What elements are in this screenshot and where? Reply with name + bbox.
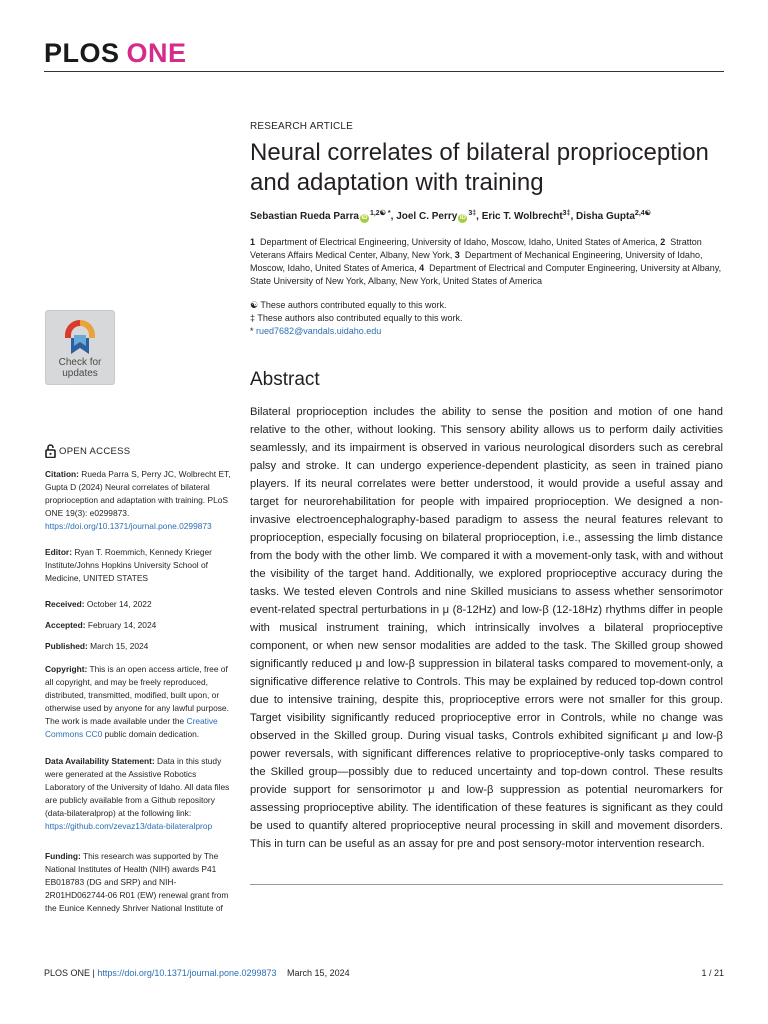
author-list: Sebastian Rueda Parra $iD^{1,2☯ *}$, Joel C. Perry $iD^{3\ddagger}$, Eric T. Wolbrecht$^{3\ddagger}$, Disha Gupta$^{2,4☯}$: [250, 210, 651, 222]
affil-number: 3: [454, 250, 460, 260]
author-affil-sup: 2,4☯: [634, 210, 651, 217]
received-date: October 14, 2022: [86, 599, 152, 609]
copyright-tail: public domain dedication.: [104, 729, 200, 739]
affil-text: Stratton Veterans Affairs Medical Center, Albany, New York,: [250, 237, 702, 260]
author-name[interactable]: Eric T. Wolbrecht: [481, 211, 563, 222]
corresponding-email-line: [250, 325, 725, 338]
received-block: [45, 598, 237, 611]
article-title: Neural correlates of bilateral proprioception and adaptation with training: [250, 139, 709, 196]
author-affil-sup: 3‡: [468, 210, 477, 217]
editor-text: Ryan T. Roemmich, Kennedy Krieger Institute/Johns Hopkins University School of Medicine, UNITED STATES: [45, 547, 212, 583]
corresponding-star: *: [250, 326, 254, 336]
author-affil-sup: 1,2☯ *: [369, 210, 391, 217]
affil-number: 4: [419, 263, 425, 273]
abstract-divider: [250, 884, 723, 885]
check-for-updates-badge[interactable]: [45, 310, 115, 385]
orcid-icon[interactable]: iD: [459, 215, 466, 221]
also-contribution-note: ‡ These authors also contributed equally to this work.: [250, 313, 463, 323]
author-name[interactable]: Sebastian Rueda Parra: [250, 211, 359, 222]
journal-logo: [44, 37, 187, 69]
check-for-updates-label: Check for updates: [58, 357, 102, 379]
page-footer: [44, 967, 724, 979]
editor-label: Editor:: [45, 547, 72, 557]
data-availability-block: [45, 755, 237, 833]
abstract-text: Bilateral proprioception includes the ability to sense the position and motion of one hand relative to the other, without looking. This sensory ability allows us to perform daily activities seamlessly, and its impairment is observed in various neurological disorders such as cerebral palsy and stroke. It can undergo experience-dependent plasticity, as seen in trained piano players. If its neural correlates were better understood, it would provide a useful assay and target for neurorehabilitation for people with impaired proprioception. We designed a non-invasive electroencephalography-based paradigm to assess the neural features relevant to proprioception, especially focusing on bilateral proprioception, i.e., assessing the limb distance from the body with the other limb. We compared it with a movement-only task, with and without the visibility of the target hand. Additionally, we explored proprioceptive accuracy during the tasks. We tested eleven Controls and nine Skilled musicians to assess whether sensorimotor event-related spectral perturbations in μ (8-12Hz) and low-β (12-18Hz) rhythms differ in people with musical instrument training, which intrinsically involves a bilateral proprioceptive component, or when new sensor modalities are added to the task. The Skilled group showed significantly reduced μ and low-β suppression in bilateral tasks compared to movement-only, a significative difference relative to Controls. This may be explained by reduced top-down control due to intensive training, despite this, proprioceptive errors were not smaller for this group. Target visibility significantly reduced proprioceptive error in Controls, while no change was observed in the Skilled group. During visual tasks, Controls exhibited significant μ and low-β power reversals, with significant differences relative to proprioceptive-only tasks compared to the Skilled group—possibly due to reduced uncertainty and top-down control. These results provide support for sensorimotor μ and low-β suppression as potential neuromarkers for assessing proprioceptive ability. The identification of these features is significant as they could be used to quantify altered proprioceptive neural processing in skill and movement disorders. This in turn can be useful as an assay for pre and post sensory-motor intervention research.: [250, 406, 723, 850]
data-availability-label: Data Availability Statement:: [45, 756, 155, 766]
editor-block: [45, 546, 237, 585]
funding-text: This research was supported by The National Institutes of Health (NIH) awards P41 EB018783 (DG and SRP) and NIH-2R01HD062744-06 R01 (EW) renewal grant from the Eunice Kennedy Shriver National Institute of: [45, 851, 229, 913]
article-type: RESEARCH ARTICLE: [250, 121, 354, 132]
github-repo-link[interactable]: https://github.com/zevaz13/data-bilateralprop: [45, 821, 213, 831]
funding-block: [45, 850, 237, 915]
data-availability-text: Data in this study were generated at the Assistive Robotics Laboratory of the University of Idaho. All data files are publicly available from a Github repository (data-bilateralprop) at the following link:: [45, 756, 230, 818]
abstract-heading: Abstract: [250, 369, 320, 390]
affil-text: Department of Electrical and Computer Engineering, University at Albany, State University of New York, Albany, New York, United States of America: [250, 263, 722, 286]
footer-doi-link[interactable]: https://doi.org/10.1371/journal.pone.0299873: [97, 968, 277, 978]
copyright-block: [45, 663, 237, 741]
affil-text: Department of Mechanical Engineering, University of Idaho, Moscow, Idaho, United States of America,: [250, 250, 703, 273]
citation-doi-link[interactable]: https://doi.org/10.1371/journal.pone.0299873: [45, 521, 212, 531]
header-divider: [44, 71, 724, 72]
citation-label: Citation:: [45, 469, 79, 479]
affiliations: [250, 236, 725, 288]
footer-date: March 15, 2024: [287, 968, 350, 978]
copyright-label: Copyright:: [45, 664, 88, 674]
footer-journal: PLOS ONE |: [44, 968, 95, 978]
open-access-label: OPEN ACCESS: [59, 445, 131, 457]
citation-text: Rueda Parra S, Perry JC, Wolbrecht ET, Gupta D (2024) Neural correlates of bilateral proprioception and adaptation with training. PLoS ONE 19(3): e0299873.: [45, 469, 231, 518]
cc0-license-link[interactable]: Creative Commons CC0: [45, 716, 218, 739]
orcid-icon[interactable]: iD: [361, 215, 368, 221]
funding-label: Funding:: [45, 851, 81, 861]
author-notes: [250, 299, 725, 338]
citation-block: [45, 468, 237, 533]
author-name[interactable]: Disha Gupta: [576, 211, 635, 222]
published-block: [45, 640, 237, 653]
author-name[interactable]: Joel C. Perry: [396, 211, 458, 222]
logo-plos: PLOS: [44, 38, 120, 68]
accepted-block: [45, 619, 237, 632]
affil-number: 1: [250, 237, 256, 247]
open-access: [45, 444, 130, 458]
page-number: 1 / 21: [701, 968, 724, 978]
bookmark-ribbon-icon: [63, 318, 97, 356]
copyright-text: This is an open access article, free of all copyright, and may be freely reproduced, distributed, transmitted, modified, built upon, or otherwise used by anyone for any lawful purpose. The work is made available under the: [45, 664, 229, 726]
corresponding-email-link[interactable]: rued7682@vandals.uidaho.edu: [256, 326, 382, 336]
received-label: Received:: [45, 599, 85, 609]
published-date: March 15, 2024: [90, 641, 149, 651]
author-affil-sup: 3‡: [562, 210, 571, 217]
affil-text: Department of Electrical Engineering, University of Idaho, Moscow, Idaho, United States of America,: [260, 237, 658, 247]
equal-contribution-note: ☯ These authors contributed equally to this work.: [250, 300, 447, 310]
accepted-date: February 14, 2024: [87, 620, 157, 630]
accepted-label: Accepted:: [45, 620, 86, 630]
logo-one: ONE: [126, 38, 187, 68]
published-label: Published:: [45, 641, 88, 651]
affil-number: 2: [660, 237, 666, 247]
open-lock-icon: [45, 444, 56, 458]
